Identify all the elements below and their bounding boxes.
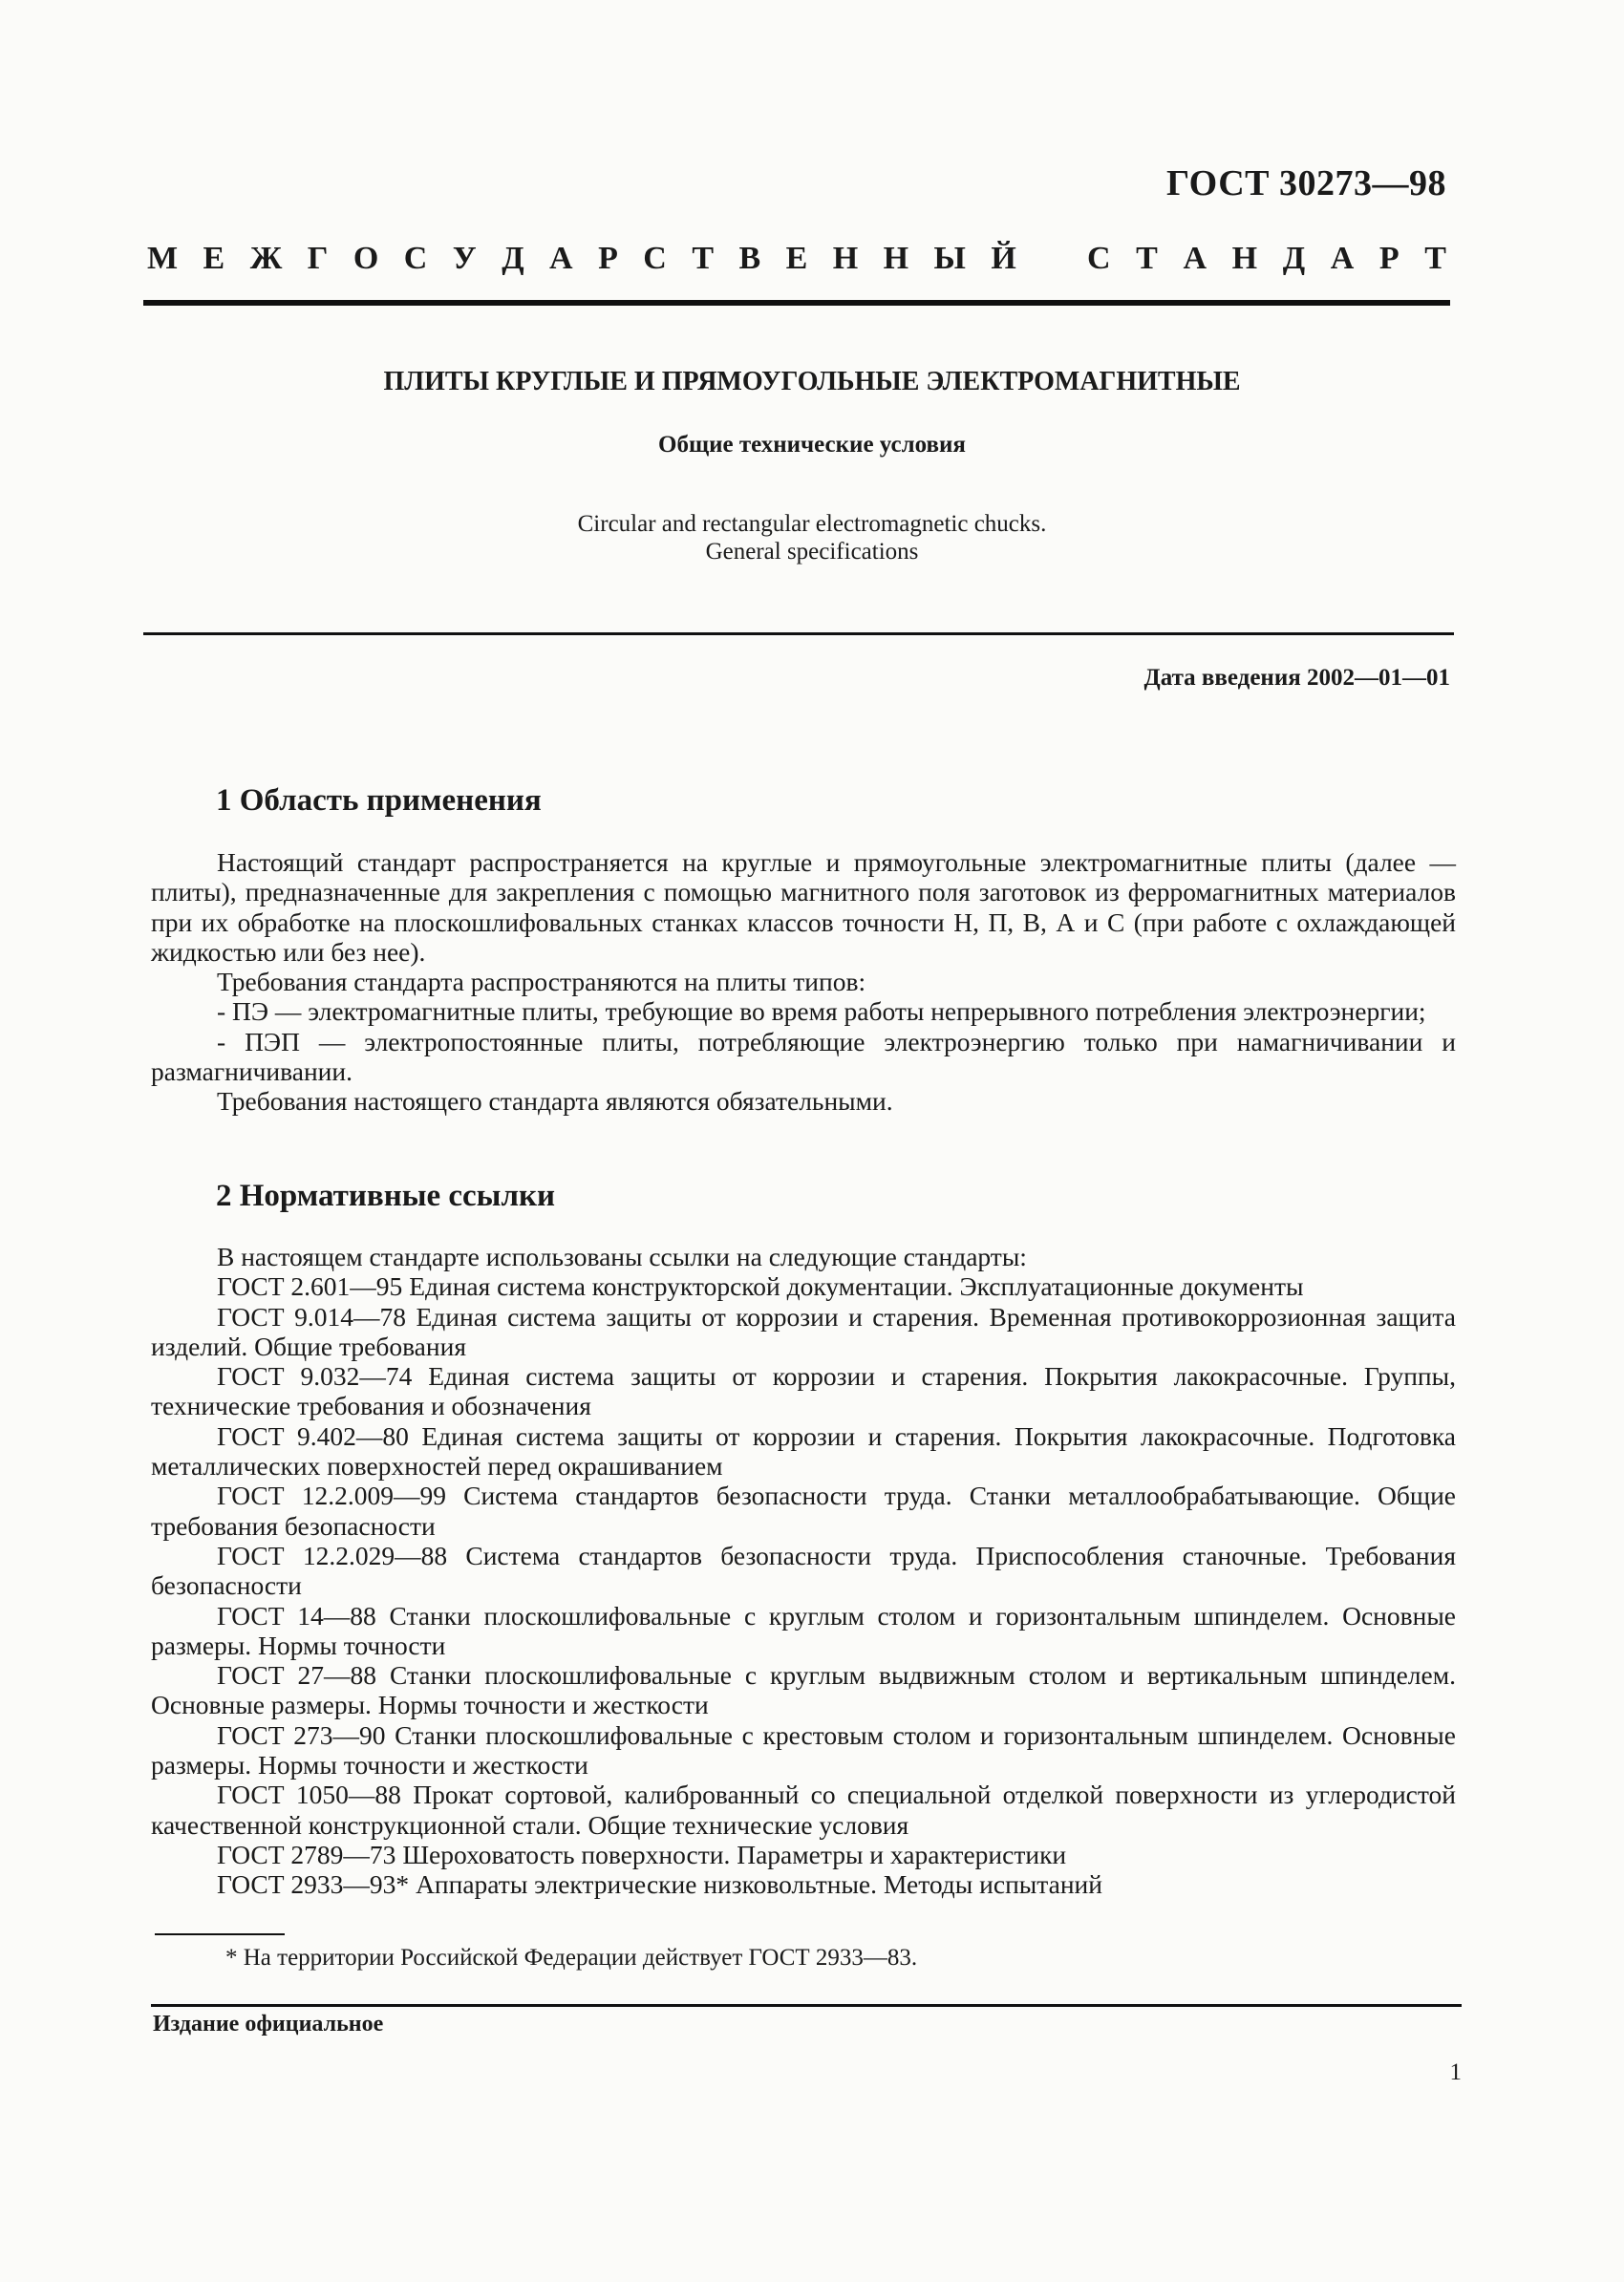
reference-item [151, 1720, 1456, 1781]
footer-divider [151, 2004, 1462, 2007]
reference-code: ГОСТ 14—88 [217, 1600, 376, 1631]
reference-item [151, 1361, 1456, 1421]
reference-title: Станки плоскошлифовальные с крестовым столом и горизонтальным шпинделем. Основные размеры. Нормы точности и жесткости [151, 1719, 1456, 1781]
title-divider [143, 632, 1454, 635]
document-subtitle: Общие технические условия [658, 432, 966, 458]
reference-title: Станки плоскошлифовальные с круглым столом и горизонтальным шпинделем. Основные размеры. Нормы точности [151, 1600, 1456, 1660]
reference-code: ГОСТ 2.601—95 [217, 1271, 403, 1302]
document-title: ПЛИТЫ КРУГЛЫЕ И ПРЯМОУГОЛЬНЫЕ ЭЛЕКТРОМАГНИТНЫЕ [383, 367, 1241, 396]
reference-code: ГОСТ 9.032—74 [217, 1361, 413, 1392]
reference-title: Аппараты электрические низковольтные. Методы испытаний [416, 1869, 1102, 1900]
reference-item [151, 1271, 1456, 1301]
standard-kind-letter: Т [1424, 241, 1446, 276]
standard-kind-letter: В [738, 241, 761, 276]
reference-title: Система стандартов безопасности труда. Приспособления станочные. Требования безопасности [151, 1540, 1456, 1601]
reference-code: ГОСТ 27—88 [217, 1660, 376, 1691]
standard-kind-letter: Т [1136, 241, 1158, 276]
reference-item [151, 1869, 1456, 1899]
reference-title: Прокат сортовой, калиброванный со специальной отделкой поверхности из углеродистой качественной конструкционной стали. Общие технические условия [151, 1780, 1457, 1840]
standard-kind-letter: Д [502, 241, 524, 276]
standard-kind-letter: У [452, 241, 477, 276]
reference-code: ГОСТ 2789—73 [217, 1839, 396, 1869]
reference-item [151, 1541, 1456, 1601]
reference-code: ГОСТ 2933—93* [217, 1869, 410, 1900]
standard-kind-letter: Ж [249, 241, 283, 276]
section-1-paragraph: Настоящий стандарт распространяется на круглые и прямоугольные электромагнитные плиты (далее — плиты), предназначенные для закрепления с помощью магнитного поля заготовок из ферромагнитных материалов при их обработке на плоскошлифовальных станках классов точности Н, П, В, А и С (при работе с охлаждающей жидкостью или без нее). [151, 847, 1456, 967]
reference-title: Станки плоскошлифовальные с круглым выдвижным столом и вертикальным шпинделем. Основные размеры. Нормы точности и жесткости [151, 1660, 1456, 1720]
reference-item [151, 1780, 1456, 1840]
section-1-list-item: - ПЭП — электропостоянные плиты, потребляющие электроэнергию только при намагничивании и размагничивании. [151, 1026, 1456, 1087]
standard-kind-banner [147, 241, 1446, 277]
section-2-heading: 2 Нормативные ссылки [216, 1179, 555, 1213]
document-title-english [0, 510, 1624, 565]
reference-title: Единая система конструкторской документации. Эксплуатационные документы [409, 1271, 1304, 1302]
section-1-body [151, 847, 1456, 1117]
standard-kind-letter: Ы [933, 241, 966, 276]
reference-title: Единая система защиты от коррозии и старения. Покрытия лакокрасочные. Группы, технические требования и обозначения [151, 1361, 1456, 1421]
standard-kind-letter: С [1087, 241, 1111, 276]
section-2-intro: В настоящем стандарте использованы ссылки на следующие стандарты: [217, 1242, 1027, 1271]
english-title-line-1: Circular and rectangular electromagnetic chucks. [577, 511, 1047, 537]
section-1-paragraph: Требования стандарта распространяются на плиты типов: [217, 967, 866, 997]
reference-code: ГОСТ 9.402—80 [217, 1420, 409, 1451]
standard-kind-letter: Н [883, 241, 909, 276]
reference-code: ГОСТ 273—90 [217, 1719, 386, 1750]
reference-item [151, 1601, 1456, 1661]
standard-kind-letter: О [353, 241, 379, 276]
standard-kind-letter: Р [598, 241, 618, 276]
section-1-list-item: - ПЭ — электромагнитные плиты, требующие во время работы непрерывного потребления электроэнергии; [217, 996, 1426, 1027]
section-1-heading: 1 Область применения [216, 783, 542, 818]
page-number: 1 [1449, 2059, 1462, 2085]
standard-kind-letter: Р [1378, 241, 1400, 276]
standard-kind-letter: Е [785, 241, 808, 276]
section-2-body [151, 1242, 1456, 1900]
standard-number: ГОСТ 30273—98 [1165, 163, 1446, 203]
edition-label: Издание официальное [153, 2012, 384, 2037]
standard-kind-letter: Т [692, 241, 714, 276]
standard-kind-letter: Г [307, 241, 329, 276]
footnote: * На территории Российской Федерации действует ГОСТ 2933—83. [225, 1945, 918, 1971]
standard-kind-letter: А [549, 241, 573, 276]
reference-code: ГОСТ 12.2.009—99 [217, 1481, 446, 1511]
standard-kind-word-1 [147, 241, 1016, 277]
standard-kind-letter: Н [832, 241, 859, 276]
reference-item [151, 1302, 1456, 1362]
reference-list [151, 1271, 1456, 1899]
header-divider [143, 300, 1450, 306]
standard-kind-letter: С [643, 241, 667, 276]
reference-title: Единая система защиты от коррозии и старения. Покрытия лакокрасочные. Подготовка металлических поверхностей перед окрашиванием [151, 1420, 1456, 1482]
standard-kind-letter: А [1183, 241, 1207, 276]
reference-title: Единая система защиты от коррозии и старения. Временная противокоррозионная защита изделий. Общие требования [151, 1301, 1456, 1361]
footnote-divider [155, 1933, 285, 1935]
introduction-date: Дата введения 2002—01—01 [1143, 665, 1450, 691]
reference-item [151, 1421, 1456, 1482]
standard-kind-letter: М [147, 241, 179, 276]
standard-kind-word-2 [1087, 241, 1446, 277]
standard-kind-letter: Е [203, 241, 225, 276]
standard-kind-letter: Д [1282, 241, 1306, 276]
standard-kind-letter: А [1330, 241, 1355, 276]
reference-title: Система стандартов безопасности труда. Станки металлообрабатывающие. Общие требования безопасности [151, 1481, 1457, 1541]
reference-code: ГОСТ 1050—88 [217, 1780, 401, 1810]
reference-item [151, 1660, 1456, 1720]
reference-item [151, 1481, 1456, 1541]
english-title-line-2: General specifications [705, 539, 919, 565]
reference-code: ГОСТ 9.014—78 [217, 1301, 406, 1332]
standard-kind-letter: Й [991, 241, 1016, 276]
standard-kind-letter: С [403, 241, 428, 276]
section-1-paragraph: Требования настоящего стандарта являются обязательными. [217, 1086, 893, 1117]
reference-code: ГОСТ 12.2.029—88 [217, 1540, 448, 1570]
reference-title: Шероховатость поверхности. Параметры и характеристики [402, 1839, 1067, 1869]
standard-kind-letter: Н [1231, 241, 1258, 276]
reference-item [151, 1840, 1456, 1869]
